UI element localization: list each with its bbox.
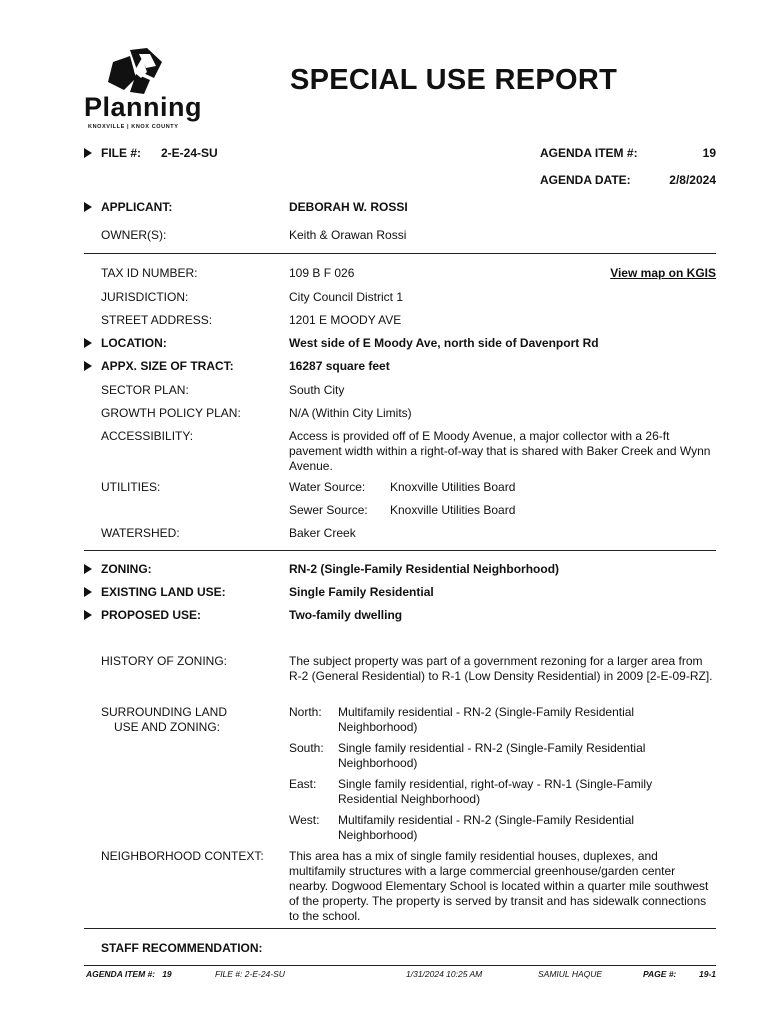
proposed-use-value: Two-family dwelling bbox=[289, 608, 403, 622]
kgis-map-link[interactable]: View map on KGIS bbox=[610, 266, 716, 280]
file-label: FILE #: bbox=[101, 146, 142, 160]
north-value: Multifamily residential - RN-2 (Single-Family Residential Neighborhood) bbox=[338, 705, 635, 734]
footer-file: FILE #: 2-E-24-SU bbox=[215, 969, 285, 979]
surrounding-label-1: SURROUNDING LAND bbox=[101, 705, 228, 719]
applicant-label: APPLICANT: bbox=[101, 200, 173, 214]
street-label: STREET ADDRESS: bbox=[101, 313, 213, 327]
footer-agenda: AGENDA ITEM #: 19 bbox=[86, 969, 172, 979]
east-value: Single family residential, right-of-way - RN-1 (Single-Family Residential Neighborhood) bbox=[338, 777, 653, 806]
agenda-date-label: AGENDA DATE: bbox=[540, 173, 631, 187]
utilities-label: UTILITIES: bbox=[101, 480, 161, 494]
proposed-use-label: PROPOSED USE: bbox=[101, 608, 202, 622]
arrow-icon bbox=[84, 610, 92, 620]
footer-page-value: 19-1 bbox=[698, 969, 716, 979]
south-key: South: bbox=[289, 741, 324, 755]
east-key: East: bbox=[289, 777, 317, 791]
sewer-source-label: Sewer Source: bbox=[289, 503, 368, 517]
arrow-icon bbox=[84, 587, 92, 597]
owner-value: Keith & Orawan Rossi bbox=[289, 228, 407, 242]
size-label: APPX. SIZE OF TRACT: bbox=[101, 359, 234, 373]
staff-recommendation-label: STAFF RECOMMENDATION: bbox=[101, 941, 263, 955]
logo-wordmark: Planning bbox=[84, 92, 202, 122]
jurisdiction-label: JURISDICTION: bbox=[101, 290, 189, 304]
surrounding-label-2: USE AND ZONING: bbox=[114, 720, 221, 734]
street-value: 1201 E MOODY AVE bbox=[289, 313, 402, 327]
footer-author: SAMIUL HAQUE bbox=[538, 969, 603, 979]
divider bbox=[84, 550, 716, 551]
planning-logo bbox=[84, 48, 202, 133]
logo-subtitle: KNOXVILLE | KNOX COUNTY bbox=[88, 124, 179, 130]
water-source-value: Knoxville Utilities Board bbox=[390, 480, 516, 494]
neighborhood-label: NEIGHBORHOOD CONTEXT: bbox=[101, 849, 264, 863]
accessibility-value: Access is provided off of E Moody Avenue, a major collector with a 26-ft pavement width within a right-of-way that is shared with Baker Creek and Wynn Avenue. bbox=[289, 429, 711, 473]
west-key: West: bbox=[289, 813, 320, 827]
arrow-icon bbox=[84, 148, 92, 158]
history-label: HISTORY OF ZONING: bbox=[101, 654, 228, 668]
sector-value: South City bbox=[289, 383, 345, 397]
footer-divider bbox=[84, 965, 716, 966]
footer-page-label: PAGE #: bbox=[643, 969, 677, 979]
neighborhood-value: This area has a mix of single family residential houses, duplexes, and multifamily structures with a large commercial greenhouse/garden center nearby. Dogwood Elementary School is located within a quarter mile southwest of the property. The property is served by transit and has sidewalk connections to the school. bbox=[289, 849, 709, 923]
owner-label: OWNER(S): bbox=[101, 228, 167, 242]
divider bbox=[84, 253, 716, 254]
location-value: West side of E Moody Ave, north side of Davenport Rd bbox=[289, 336, 599, 350]
history-value: The subject property was part of a government rezoning for a larger area from R-2 (General Residential) to R-1 (Low Density Residential) in 2009 [2-E-09-RZ]. bbox=[289, 654, 713, 683]
growth-label: GROWTH POLICY PLAN: bbox=[101, 406, 241, 420]
agenda-date-value: 2/8/2024 bbox=[669, 173, 716, 187]
watershed-value: Baker Creek bbox=[289, 526, 356, 540]
jurisdiction-value: City Council District 1 bbox=[289, 290, 404, 304]
divider bbox=[84, 928, 716, 929]
growth-value: N/A (Within City Limits) bbox=[289, 406, 412, 420]
west-value: Multifamily residential - RN-2 (Single-Family Residential Neighborhood) bbox=[338, 813, 635, 842]
arrow-icon bbox=[84, 338, 92, 348]
zoning-label: ZONING: bbox=[101, 562, 152, 576]
agenda-item-value: 19 bbox=[702, 146, 716, 160]
accessibility-label: ACCESSIBILITY: bbox=[101, 429, 194, 443]
watershed-label: WATERSHED: bbox=[101, 526, 180, 540]
page-title: SPECIAL USE REPORT bbox=[290, 64, 618, 96]
tax-id-label: TAX ID NUMBER: bbox=[101, 266, 198, 280]
zoning-value: RN-2 (Single-Family Residential Neighborhood) bbox=[289, 562, 560, 576]
existing-use-value: Single Family Residential bbox=[289, 585, 434, 599]
arrow-icon bbox=[84, 202, 92, 212]
agenda-item-label: AGENDA ITEM #: bbox=[540, 146, 638, 160]
location-label: LOCATION: bbox=[101, 336, 167, 350]
applicant-value: DEBORAH W. ROSSI bbox=[289, 200, 408, 214]
existing-use-label: EXISTING LAND USE: bbox=[101, 585, 226, 599]
footer-date: 1/31/2024 10:25 AM bbox=[406, 969, 483, 979]
north-key: North: bbox=[289, 705, 322, 719]
arrow-icon bbox=[84, 361, 92, 371]
sector-label: SECTOR PLAN: bbox=[101, 383, 189, 397]
water-source-label: Water Source: bbox=[289, 480, 366, 494]
size-value: 16287 square feet bbox=[289, 359, 390, 373]
south-value: Single family residential - RN-2 (Single-Family Residential Neighborhood) bbox=[338, 741, 646, 770]
sewer-source-value: Knoxville Utilities Board bbox=[390, 503, 516, 517]
file-value: 2-E-24-SU bbox=[161, 146, 218, 160]
arrow-icon bbox=[84, 564, 92, 574]
tax-id-value: 109 B F 026 bbox=[289, 266, 355, 280]
